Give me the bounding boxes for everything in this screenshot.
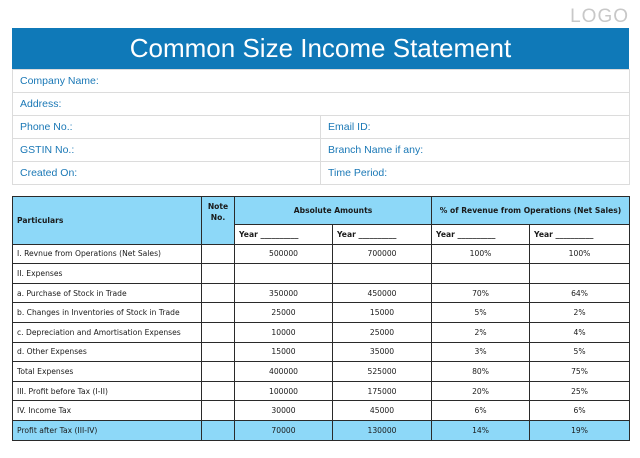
row-label: Total Expenses <box>13 362 202 382</box>
logo: LOGO <box>570 6 629 27</box>
table-row <box>13 303 630 323</box>
note-cell[interactable] <box>202 303 235 323</box>
amount-cell[interactable]: 70000 <box>235 420 333 440</box>
percent-cell[interactable]: 70% <box>432 283 530 303</box>
row-label: I. Revnue from Operations (Net Sales) <box>13 244 202 264</box>
info-row <box>13 139 630 162</box>
amount-cell[interactable]: 525000 <box>333 362 432 382</box>
info-row <box>13 116 630 139</box>
amount-cell[interactable]: 35000 <box>333 342 432 362</box>
row-label: Profit after Tax (III-IV) <box>13 420 202 440</box>
note-cell[interactable] <box>202 283 235 303</box>
absolute-amounts-header: Absolute Amounts <box>235 197 432 225</box>
created-on-field[interactable]: Created On: <box>13 162 321 185</box>
amount-cell[interactable]: 175000 <box>333 381 432 401</box>
table-row <box>13 381 630 401</box>
note-no-header: Note No. <box>202 197 235 245</box>
percent-cell[interactable]: 64% <box>530 283 630 303</box>
info-row <box>13 162 630 185</box>
table-row <box>13 244 630 264</box>
table-row <box>13 264 630 284</box>
amount-cell[interactable]: 450000 <box>333 283 432 303</box>
percent-cell[interactable]: 20% <box>432 381 530 401</box>
percent-cell[interactable]: 100% <box>432 244 530 264</box>
row-label: III. Profit before Tax (I-II) <box>13 381 202 401</box>
year-header[interactable]: Year __________ <box>333 225 432 245</box>
amount-cell[interactable]: 10000 <box>235 322 333 342</box>
table-row <box>13 322 630 342</box>
row-label: d. Other Expenses <box>13 342 202 362</box>
branch-field[interactable]: Branch Name if any: <box>321 139 630 162</box>
percent-cell[interactable]: 80% <box>432 362 530 382</box>
row-label: II. Expenses <box>13 264 202 284</box>
phone-field[interactable]: Phone No.: <box>13 116 321 139</box>
table-row-total <box>13 420 630 440</box>
percent-cell[interactable]: 4% <box>530 322 630 342</box>
row-label: IV. Income Tax <box>13 401 202 421</box>
percent-cell[interactable]: 2% <box>530 303 630 323</box>
percent-cell[interactable]: 100% <box>530 244 630 264</box>
note-cell[interactable] <box>202 420 235 440</box>
amount-cell[interactable]: 45000 <box>333 401 432 421</box>
gstin-field[interactable]: GSTIN No.: <box>13 139 321 162</box>
year-header[interactable]: Year __________ <box>432 225 530 245</box>
info-row <box>13 70 630 93</box>
address-field[interactable]: Address: <box>13 93 630 116</box>
amount-cell[interactable]: 700000 <box>333 244 432 264</box>
row-label: a. Purchase of Stock in Trade <box>13 283 202 303</box>
company-name-field[interactable]: Company Name: <box>13 70 630 93</box>
table-row <box>13 401 630 421</box>
amount-cell[interactable]: 350000 <box>235 283 333 303</box>
amount-cell[interactable]: 100000 <box>235 381 333 401</box>
percent-cell[interactable]: 2% <box>432 322 530 342</box>
note-cell[interactable] <box>202 381 235 401</box>
percent-revenue-header: % of Revenue from Operations (Net Sales) <box>432 197 630 225</box>
percent-cell[interactable]: 75% <box>530 362 630 382</box>
percent-cell[interactable]: 5% <box>432 303 530 323</box>
amount-cell[interactable]: 130000 <box>333 420 432 440</box>
row-label: b. Changes in Inventories of Stock in Trade <box>13 303 202 323</box>
email-field[interactable]: Email ID: <box>321 116 630 139</box>
percent-cell[interactable]: 25% <box>530 381 630 401</box>
amount-cell[interactable] <box>235 264 333 284</box>
amount-cell[interactable]: 25000 <box>235 303 333 323</box>
amount-cell[interactable]: 15000 <box>333 303 432 323</box>
percent-cell[interactable] <box>432 264 530 284</box>
amount-cell[interactable]: 500000 <box>235 244 333 264</box>
amount-cell[interactable]: 15000 <box>235 342 333 362</box>
page-title: Common Size Income Statement <box>12 28 629 69</box>
row-label: c. Depreciation and Amortisation Expenses <box>13 322 202 342</box>
note-cell[interactable] <box>202 401 235 421</box>
company-info-table <box>12 69 630 185</box>
percent-cell[interactable] <box>530 264 630 284</box>
particulars-header: Particulars <box>13 197 202 245</box>
time-period-field[interactable]: Time Period: <box>321 162 630 185</box>
percent-cell[interactable]: 6% <box>530 401 630 421</box>
year-header[interactable]: Year __________ <box>235 225 333 245</box>
amount-cell[interactable]: 400000 <box>235 362 333 382</box>
percent-cell[interactable]: 6% <box>432 401 530 421</box>
note-cell[interactable] <box>202 264 235 284</box>
table-row <box>13 362 630 382</box>
info-row <box>13 93 630 116</box>
note-cell[interactable] <box>202 342 235 362</box>
income-statement-table <box>12 196 630 441</box>
note-cell[interactable] <box>202 244 235 264</box>
amount-cell[interactable]: 25000 <box>333 322 432 342</box>
amount-cell[interactable] <box>333 264 432 284</box>
amount-cell[interactable]: 30000 <box>235 401 333 421</box>
note-cell[interactable] <box>202 322 235 342</box>
percent-cell[interactable]: 19% <box>530 420 630 440</box>
percent-cell[interactable]: 5% <box>530 342 630 362</box>
year-header[interactable]: Year __________ <box>530 225 630 245</box>
table-row <box>13 283 630 303</box>
table-header-row <box>13 197 630 225</box>
table-row <box>13 342 630 362</box>
percent-cell[interactable]: 3% <box>432 342 530 362</box>
note-cell[interactable] <box>202 362 235 382</box>
percent-cell[interactable]: 14% <box>432 420 530 440</box>
